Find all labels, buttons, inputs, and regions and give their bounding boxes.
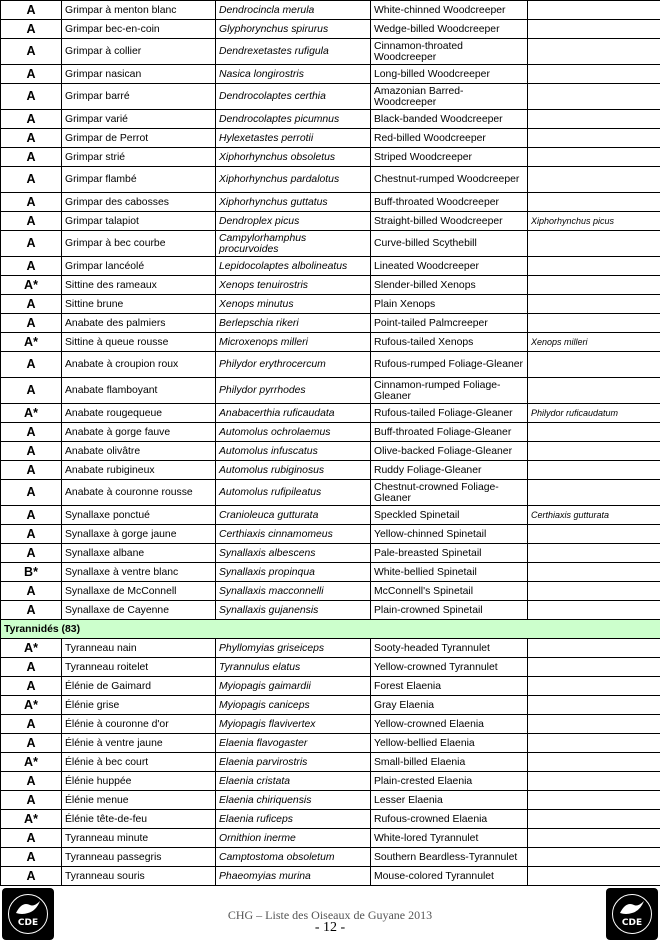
latin-name-cell: Elaenia chiriquensis: [216, 791, 371, 810]
english-name-cell: White-lored Tyrannulet: [371, 829, 528, 848]
english-name-cell: Yellow-crowned Elaenia: [371, 715, 528, 734]
latin-name-cell: Xiphorhynchus obsoletus: [216, 148, 371, 167]
note-cell: [528, 734, 660, 753]
english-name-cell: McConnell's Spinetail: [371, 582, 528, 601]
french-name-cell: Élénie de Gaimard: [62, 677, 216, 696]
status-cell: A: [1, 461, 62, 480]
french-name-cell: Grimpar talapiot: [62, 212, 216, 231]
note-cell: [528, 442, 660, 461]
note-cell: [528, 791, 660, 810]
note-cell: [528, 677, 660, 696]
note-cell: [528, 848, 660, 867]
status-cell: A: [1, 39, 62, 65]
status-cell: A*: [1, 810, 62, 829]
latin-name-cell: Xenops tenuirostris: [216, 276, 371, 295]
english-name-cell: Wedge-billed Woodcreeper: [371, 20, 528, 39]
species-row: [1, 39, 660, 65]
status-cell: A: [1, 84, 62, 110]
species-row: [1, 791, 660, 810]
french-name-cell: Synallaxe de Cayenne: [62, 601, 216, 620]
latin-name-cell: Berlepschia rikeri: [216, 314, 371, 333]
note-cell: [528, 39, 660, 65]
status-cell: A*: [1, 753, 62, 772]
french-name-cell: Élénie menue: [62, 791, 216, 810]
species-row: [1, 772, 660, 791]
latin-name-cell: Synallaxis albescens: [216, 544, 371, 563]
species-row: [1, 582, 660, 601]
english-name-cell: Plain-crested Elaenia: [371, 772, 528, 791]
french-name-cell: Anabate des palmiers: [62, 314, 216, 333]
latin-name-cell: Synallaxis macconnelli: [216, 582, 371, 601]
species-row: [1, 423, 660, 442]
french-name-cell: Tyranneau roitelet: [62, 658, 216, 677]
latin-name-cell: Xenops minutus: [216, 295, 371, 314]
species-row: [1, 563, 660, 582]
status-cell: A: [1, 658, 62, 677]
status-cell: A: [1, 231, 62, 257]
french-name-cell: Anabate rubigineux: [62, 461, 216, 480]
french-name-cell: Élénie à bec court: [62, 753, 216, 772]
species-row: [1, 110, 660, 129]
english-name-cell: Sooty-headed Tyrannulet: [371, 639, 528, 658]
species-row: [1, 829, 660, 848]
latin-name-cell: Hylexetastes perrotii: [216, 129, 371, 148]
french-name-cell: Synallaxe ponctué: [62, 506, 216, 525]
note-cell: [528, 20, 660, 39]
species-row: [1, 525, 660, 544]
status-cell: A: [1, 129, 62, 148]
status-cell: A: [1, 314, 62, 333]
status-cell: A*: [1, 696, 62, 715]
species-row: [1, 753, 660, 772]
french-name-cell: Élénie tête-de-feu: [62, 810, 216, 829]
french-name-cell: Grimpar barré: [62, 84, 216, 110]
note-cell: [528, 696, 660, 715]
french-name-cell: Synallaxe albane: [62, 544, 216, 563]
note-cell: [528, 148, 660, 167]
species-row: [1, 506, 660, 525]
latin-name-cell: Campylorhamphus procurvoides: [216, 231, 371, 257]
english-name-cell: Curve-billed Scythebill: [371, 231, 528, 257]
latin-name-cell: Phyllomyias griseiceps: [216, 639, 371, 658]
status-cell: A: [1, 110, 62, 129]
english-name-cell: White-chinned Woodcreeper: [371, 1, 528, 20]
english-name-cell: Slender-billed Xenops: [371, 276, 528, 295]
latin-name-cell: Automolus ochrolaemus: [216, 423, 371, 442]
bird-icon: [618, 899, 646, 917]
english-name-cell: Point-tailed Palmcreeper: [371, 314, 528, 333]
status-cell: A: [1, 848, 62, 867]
status-cell: A: [1, 829, 62, 848]
english-name-cell: Cinnamon-throated Woodcreeper: [371, 39, 528, 65]
species-row: [1, 20, 660, 39]
species-row: [1, 696, 660, 715]
species-row: [1, 257, 660, 276]
species-row: [1, 1, 660, 20]
english-name-cell: Chestnut-crowned Foliage-Gleaner: [371, 480, 528, 506]
english-name-cell: Buff-throated Foliage-Gleaner: [371, 423, 528, 442]
note-cell: [528, 658, 660, 677]
status-cell: A: [1, 506, 62, 525]
french-name-cell: Tyranneau nain: [62, 639, 216, 658]
note-cell: Xenops milleri: [528, 333, 660, 352]
species-row: [1, 442, 660, 461]
page-number: - 12 -: [314, 920, 346, 935]
english-name-cell: Southern Beardless-Tyrannulet: [371, 848, 528, 867]
french-name-cell: Synallaxe à gorge jaune: [62, 525, 216, 544]
latin-name-cell: Automolus infuscatus: [216, 442, 371, 461]
latin-name-cell: Xiphorhynchus guttatus: [216, 193, 371, 212]
english-name-cell: Mouse-colored Tyrannulet: [371, 867, 528, 886]
note-cell: [528, 257, 660, 276]
english-name-cell: Rufous-tailed Xenops: [371, 333, 528, 352]
note-cell: [528, 276, 660, 295]
species-row: [1, 148, 660, 167]
note-cell: [528, 563, 660, 582]
english-name-cell: Yellow-crowned Tyrannulet: [371, 658, 528, 677]
species-row: [1, 65, 660, 84]
status-cell: A: [1, 582, 62, 601]
status-cell: A: [1, 867, 62, 886]
latin-name-cell: Philydor pyrrhodes: [216, 378, 371, 404]
status-cell: A: [1, 715, 62, 734]
note-cell: [528, 231, 660, 257]
cde-logo-right: [606, 888, 658, 940]
family-name: Tyrannidés (83): [1, 620, 660, 639]
note-cell: [528, 314, 660, 333]
species-row: [1, 461, 660, 480]
note-cell: [528, 352, 660, 378]
family-header-row: [1, 620, 660, 639]
note-cell: [528, 110, 660, 129]
english-name-cell: Small-billed Elaenia: [371, 753, 528, 772]
status-cell: A: [1, 212, 62, 231]
english-name-cell: Red-billed Woodcreeper: [371, 129, 528, 148]
english-name-cell: Ruddy Foliage-Gleaner: [371, 461, 528, 480]
french-name-cell: Sittine brune: [62, 295, 216, 314]
french-name-cell: Anabate à croupion roux: [62, 352, 216, 378]
latin-name-cell: Dendrocincla merula: [216, 1, 371, 20]
note-cell: [528, 753, 660, 772]
species-row: [1, 378, 660, 404]
note-cell: [528, 378, 660, 404]
note-cell: [528, 167, 660, 193]
note-cell: [528, 810, 660, 829]
english-name-cell: Rufous-rumped Foliage-Gleaner: [371, 352, 528, 378]
latin-name-cell: Tyrannulus elatus: [216, 658, 371, 677]
french-name-cell: Grimpar à menton blanc: [62, 1, 216, 20]
english-name-cell: Amazonian Barred-Woodcreeper: [371, 84, 528, 110]
french-name-cell: Anabate rougequeue: [62, 404, 216, 423]
latin-name-cell: Dendroplex picus: [216, 212, 371, 231]
english-name-cell: Striped Woodcreeper: [371, 148, 528, 167]
note-cell: Certhiaxis gutturata: [528, 506, 660, 525]
species-row: [1, 867, 660, 886]
latin-name-cell: Lepidocolaptes albolineatus: [216, 257, 371, 276]
latin-name-cell: Glyphorynchus spirurus: [216, 20, 371, 39]
note-cell: [528, 84, 660, 110]
species-row: [1, 84, 660, 110]
species-row: [1, 295, 660, 314]
note-cell: [528, 1, 660, 20]
note-cell: Philydor ruficaudatum: [528, 404, 660, 423]
note-cell: [528, 461, 660, 480]
latin-name-cell: Phaeomyias murina: [216, 867, 371, 886]
status-cell: A: [1, 544, 62, 563]
species-row: [1, 810, 660, 829]
french-name-cell: Tyranneau minute: [62, 829, 216, 848]
note-cell: [528, 480, 660, 506]
status-cell: A: [1, 677, 62, 696]
french-name-cell: Grimpar lancéolé: [62, 257, 216, 276]
latin-name-cell: Dendrocolaptes picumnus: [216, 110, 371, 129]
status-cell: A: [1, 734, 62, 753]
french-name-cell: Anabate olivâtre: [62, 442, 216, 461]
status-cell: A: [1, 601, 62, 620]
english-name-cell: Olive-backed Foliage-Gleaner: [371, 442, 528, 461]
page-footer: [0, 884, 660, 942]
note-cell: [528, 65, 660, 84]
latin-name-cell: Certhiaxis cinnamomeus: [216, 525, 371, 544]
species-row: [1, 848, 660, 867]
latin-name-cell: Myiopagis caniceps: [216, 696, 371, 715]
english-name-cell: Cinnamon-rumped Foliage-Gleaner: [371, 378, 528, 404]
english-name-cell: Black-banded Woodcreeper: [371, 110, 528, 129]
species-row: [1, 639, 660, 658]
species-row: [1, 276, 660, 295]
note-cell: [528, 772, 660, 791]
french-name-cell: Sittine à queue rousse: [62, 333, 216, 352]
species-row: [1, 193, 660, 212]
footer-title: CHG – Liste des Oiseaux de Guyane 2013: [227, 908, 433, 922]
note-cell: [528, 544, 660, 563]
french-name-cell: Grimpar flambé: [62, 167, 216, 193]
latin-name-cell: Anabacerthia ruficaudata: [216, 404, 371, 423]
species-row: [1, 129, 660, 148]
english-name-cell: Long-billed Woodcreeper: [371, 65, 528, 84]
latin-name-cell: Synallaxis gujanensis: [216, 601, 371, 620]
latin-name-cell: Xiphorhynchus pardalotus: [216, 167, 371, 193]
status-cell: A: [1, 791, 62, 810]
english-name-cell: Pale-breasted Spinetail: [371, 544, 528, 563]
species-row: [1, 333, 660, 352]
latin-name-cell: Microxenops milleri: [216, 333, 371, 352]
logo-label: CDE: [621, 918, 643, 928]
note-cell: [528, 525, 660, 544]
english-name-cell: Yellow-bellied Elaenia: [371, 734, 528, 753]
latin-name-cell: Myiopagis gaimardii: [216, 677, 371, 696]
note-cell: [528, 193, 660, 212]
french-name-cell: Synallaxe à ventre blanc: [62, 563, 216, 582]
note-cell: [528, 295, 660, 314]
french-name-cell: Grimpar de Perrot: [62, 129, 216, 148]
status-cell: A: [1, 295, 62, 314]
latin-name-cell: Camptostoma obsoletum: [216, 848, 371, 867]
status-cell: A*: [1, 333, 62, 352]
note-cell: [528, 829, 660, 848]
latin-name-cell: Myiopagis flavivertex: [216, 715, 371, 734]
status-cell: A: [1, 772, 62, 791]
status-cell: A: [1, 442, 62, 461]
french-name-cell: Sittine des rameaux: [62, 276, 216, 295]
latin-name-cell: Ornithion inerme: [216, 829, 371, 848]
status-cell: A*: [1, 276, 62, 295]
latin-name-cell: Nasica longirostris: [216, 65, 371, 84]
status-cell: A: [1, 423, 62, 442]
english-name-cell: Lineated Woodcreeper: [371, 257, 528, 276]
species-row: [1, 352, 660, 378]
note-cell: [528, 867, 660, 886]
english-name-cell: Straight-billed Woodcreeper: [371, 212, 528, 231]
note-cell: [528, 639, 660, 658]
latin-name-cell: Elaenia cristata: [216, 772, 371, 791]
species-row: [1, 544, 660, 563]
french-name-cell: Élénie grise: [62, 696, 216, 715]
species-row: [1, 658, 660, 677]
french-name-cell: Synallaxe de McConnell: [62, 582, 216, 601]
status-cell: A: [1, 1, 62, 20]
note-cell: [528, 582, 660, 601]
english-name-cell: White-bellied Spinetail: [371, 563, 528, 582]
english-name-cell: Buff-throated Woodcreeper: [371, 193, 528, 212]
french-name-cell: Anabate flamboyant: [62, 378, 216, 404]
french-name-cell: Tyranneau souris: [62, 867, 216, 886]
species-row: [1, 734, 660, 753]
species-row: [1, 404, 660, 423]
species-row: [1, 231, 660, 257]
status-cell: A: [1, 148, 62, 167]
note-cell: [528, 129, 660, 148]
french-name-cell: Grimpar nasican: [62, 65, 216, 84]
note-cell: [528, 423, 660, 442]
english-name-cell: Rufous-crowned Elaenia: [371, 810, 528, 829]
latin-name-cell: Automolus rubiginosus: [216, 461, 371, 480]
note-cell: Xiphorhynchus picus: [528, 212, 660, 231]
latin-name-cell: Cranioleuca gutturata: [216, 506, 371, 525]
french-name-cell: Grimpar bec-en-coin: [62, 20, 216, 39]
french-name-cell: Anabate à gorge fauve: [62, 423, 216, 442]
species-row: [1, 480, 660, 506]
species-table-body: [1, 1, 660, 886]
english-name-cell: Speckled Spinetail: [371, 506, 528, 525]
french-name-cell: Anabate à couronne rousse: [62, 480, 216, 506]
note-cell: [528, 715, 660, 734]
english-name-cell: Forest Elaenia: [371, 677, 528, 696]
english-name-cell: Yellow-chinned Spinetail: [371, 525, 528, 544]
english-name-cell: Plain Xenops: [371, 295, 528, 314]
status-cell: A: [1, 20, 62, 39]
status-cell: A*: [1, 404, 62, 423]
french-name-cell: Élénie à ventre jaune: [62, 734, 216, 753]
status-cell: A*: [1, 639, 62, 658]
latin-name-cell: Elaenia parvirostris: [216, 753, 371, 772]
status-cell: A: [1, 65, 62, 84]
french-name-cell: Grimpar à bec courbe: [62, 231, 216, 257]
status-cell: A: [1, 257, 62, 276]
french-name-cell: Grimpar à collier: [62, 39, 216, 65]
status-cell: A: [1, 480, 62, 506]
english-name-cell: Gray Elaenia: [371, 696, 528, 715]
latin-name-cell: Synallaxis propinqua: [216, 563, 371, 582]
french-name-cell: Grimpar varié: [62, 110, 216, 129]
species-row: [1, 314, 660, 333]
latin-name-cell: Dendrocolaptes certhia: [216, 84, 371, 110]
latin-name-cell: Elaenia ruficeps: [216, 810, 371, 829]
latin-name-cell: Dendrexetastes rufigula: [216, 39, 371, 65]
species-row: [1, 677, 660, 696]
species-row: [1, 167, 660, 193]
english-name-cell: Lesser Elaenia: [371, 791, 528, 810]
status-cell: A: [1, 167, 62, 193]
status-cell: A: [1, 378, 62, 404]
french-name-cell: Tyranneau passegris: [62, 848, 216, 867]
logo-label: CDE: [17, 918, 39, 928]
status-cell: A: [1, 193, 62, 212]
species-row: [1, 212, 660, 231]
status-cell: A: [1, 525, 62, 544]
note-cell: [528, 601, 660, 620]
english-name-cell: Chestnut-rumped Woodcreeper: [371, 167, 528, 193]
species-row: [1, 715, 660, 734]
latin-name-cell: Automolus rufipileatus: [216, 480, 371, 506]
latin-name-cell: Elaenia flavogaster: [216, 734, 371, 753]
species-row: [1, 601, 660, 620]
status-cell: B*: [1, 563, 62, 582]
english-name-cell: Plain-crowned Spinetail: [371, 601, 528, 620]
status-cell: A: [1, 352, 62, 378]
french-name-cell: Grimpar des cabosses: [62, 193, 216, 212]
french-name-cell: Élénie à couronne d'or: [62, 715, 216, 734]
french-name-cell: Élénie huppée: [62, 772, 216, 791]
english-name-cell: Rufous-tailed Foliage-Gleaner: [371, 404, 528, 423]
french-name-cell: Grimpar strié: [62, 148, 216, 167]
latin-name-cell: Philydor erythrocercum: [216, 352, 371, 378]
